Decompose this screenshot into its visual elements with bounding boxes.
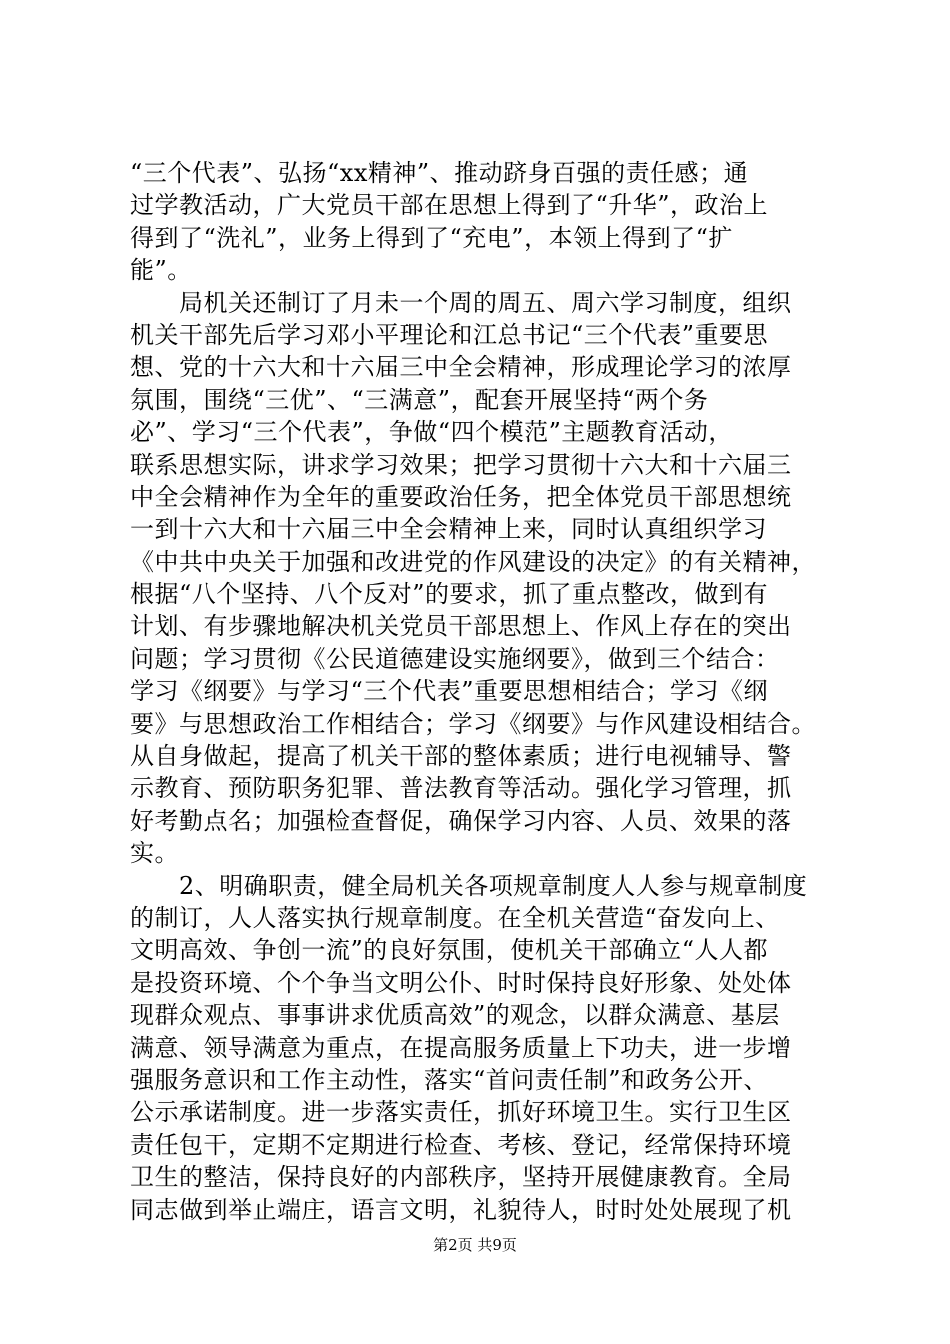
text-line: 好考勤点名；加强检查督促，确保学习内容、人员、效果的落	[130, 806, 792, 835]
text-line: 同志做到举止端庄，语言文明，礼貌待人，时时处处展现了机	[130, 1195, 792, 1224]
text-line: 机关干部先后学习邓小平理论和江总书记“三个代表”重要思	[130, 320, 769, 349]
text-line: 文明高效、争创一流”的良好氛围，使机关干部确立“人人都	[130, 936, 769, 965]
text-line: “三个代表”、弘扬“xx精神”、推动跻身百强的责任感；通	[130, 159, 749, 187]
text-line: 必”、学习“三个代表”，争做“四个模范”主题教育活动，	[130, 418, 733, 447]
body-text	[130, 157, 830, 1226]
text-line: 现群众观点、事事讲求优质高效”的观念，以群众满意、基层	[130, 1001, 780, 1030]
text-line: 强服务意识和工作主动性，落实“首问责任制”和政务公开、	[130, 1065, 769, 1094]
text-line: 公示承诺制度。进一步落实责任，抓好环境卫生。实行卫生区	[130, 1098, 792, 1127]
text-line: 《中共中央关于加强和改进党的作风建设的决定》的有关精神，	[130, 547, 816, 576]
text-line: 的制订，人人落实执行规章制度。在全机关营造“奋发向上、	[130, 903, 780, 932]
text-line: 要》与思想政治工作相结合；学习《纲要》与作风建设相结合。	[130, 709, 816, 738]
text-line: 中全会精神作为全年的重要政治任务，把全体党员干部思想统	[130, 482, 792, 511]
text-line: 2、明确职责，健全局机关各项规章制度人人参与规章制度	[130, 871, 808, 900]
text-line: 问题；学习贯彻《公民道德建设实施纲要》，做到三个结合：	[130, 644, 780, 673]
text-line: 学习《纲要》与学习“三个代表”重要思想相结合；学习《纲	[130, 677, 769, 706]
text-line: 示教育、预防职务犯罪、普法教育等活动。强化学习管理，抓	[130, 774, 792, 803]
page-footer: 第2页 共9页	[433, 1236, 517, 1254]
text-line: 过学教活动，广大党员干部在思想上得到了“升华”，政治上	[130, 191, 769, 220]
text-line: 满意、领导满意为重点，在提高服务质量上下功夫，进一步增	[130, 1033, 792, 1062]
text-line: 想、党的十六大和十六届三中全会精神，形成理论学习的浓厚	[130, 353, 792, 382]
text-line: 能”。	[130, 256, 192, 285]
text-line: 氛围，围绕“三优”、“三满意”，配套开展坚持“两个务	[130, 385, 709, 414]
text-line: 卫生的整洁，保持良好的内部秩序，坚持开展健康教育。全局	[130, 1163, 792, 1192]
text-line: 实。	[130, 839, 179, 868]
text-line: 一到十六大和十六届三中全会精神上来，同时认真组织学习	[130, 515, 767, 544]
text-line: 根据“八个坚持、八个反对”的要求，抓了重点整改，做到有	[130, 580, 769, 609]
text-line: 计划、有步骤地解决机关党员干部思想上、作风上存在的突出	[130, 612, 792, 641]
text-line: 局机关还制订了月未一个周的周五、周六学习制度，组织	[130, 288, 792, 317]
text-line: 是投资环境、个个争当文明公仆、时时保持良好形象、处处体	[130, 968, 792, 997]
text-line: 得到了“洗礼”，业务上得到了“充电”，本领上得到了“扩	[130, 223, 733, 252]
text-line: 责任包干，定期不定期进行检查、考核、登记，经常保持环境	[130, 1130, 792, 1159]
text-line: 从自身做起，提高了机关干部的整体素质；进行电视辅导、警	[130, 742, 792, 771]
text-line: 联系思想实际，讲求学习效果；把学习贯彻十六大和十六届三	[130, 450, 792, 479]
